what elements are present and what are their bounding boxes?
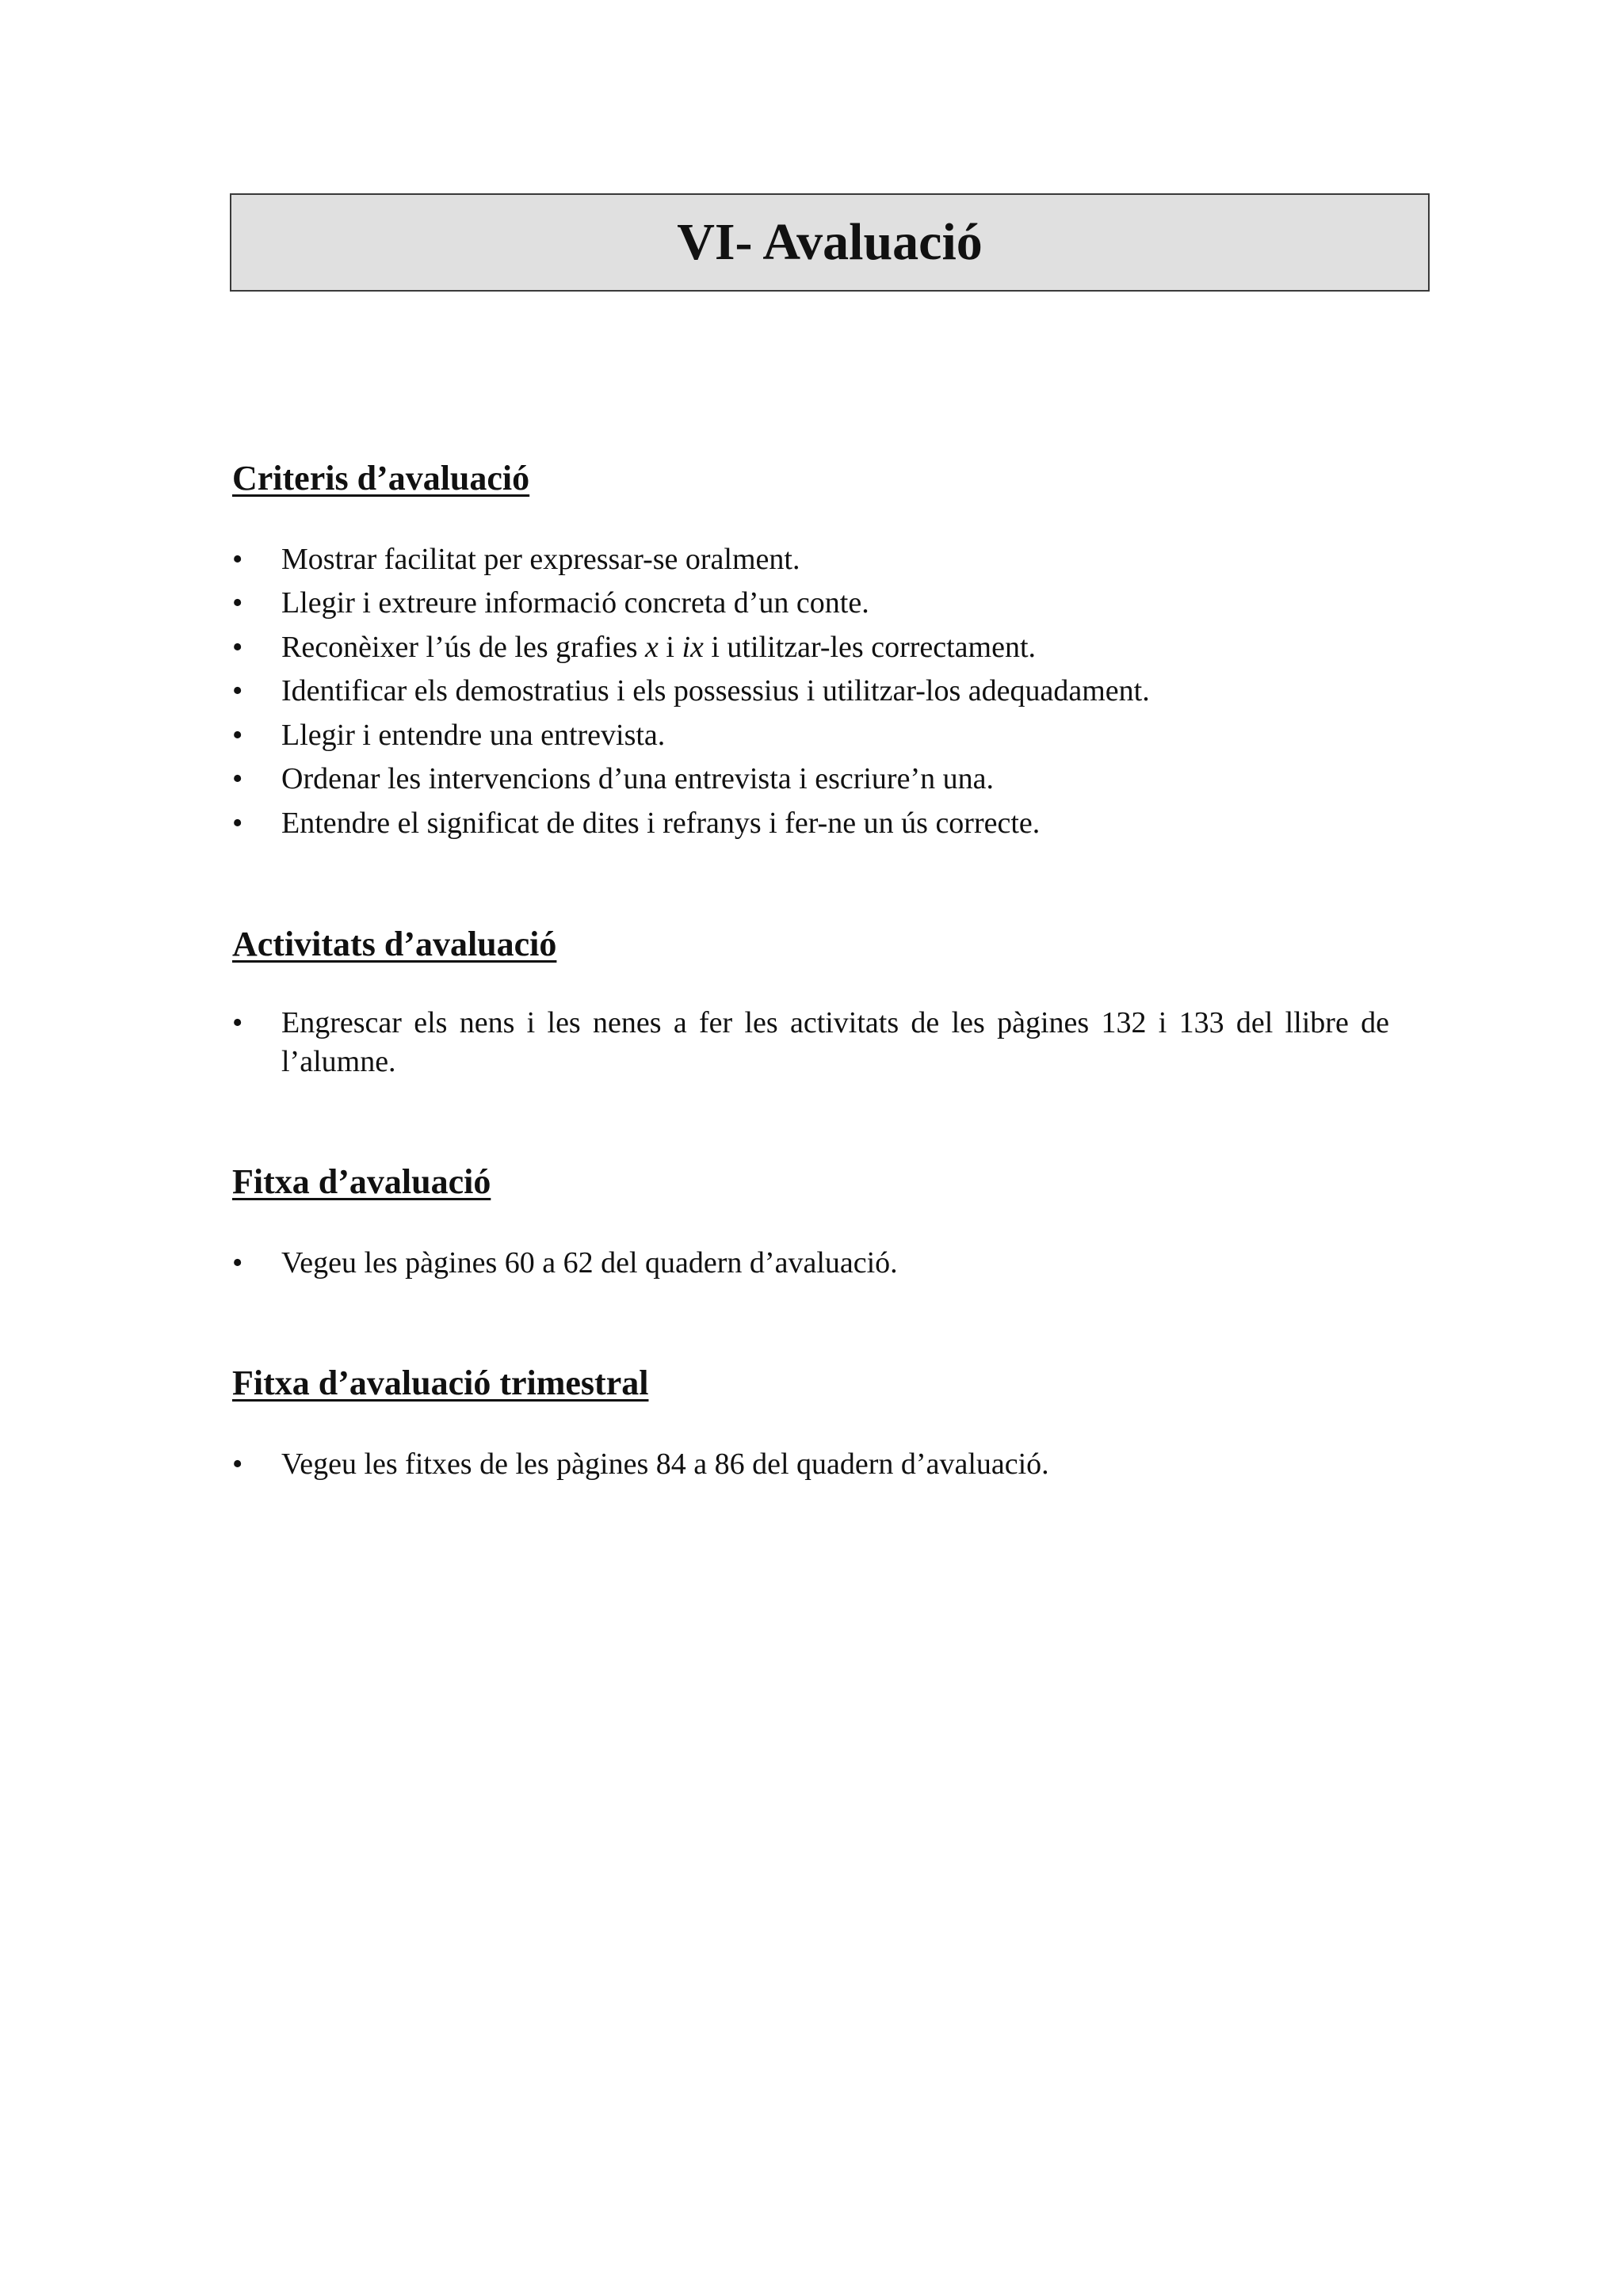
bullet-icon: • bbox=[232, 718, 243, 752]
section-activitats bbox=[232, 924, 1389, 1081]
bullet-icon: • bbox=[232, 1245, 243, 1280]
section-heading-trimestral: Fitxa d’avaluació trimestral bbox=[232, 1363, 649, 1402]
list-item-text-post: i utilitzar-les correctament. bbox=[703, 630, 1037, 664]
list-item bbox=[232, 669, 1389, 714]
section-heading-fitxa: Fitxa d’avaluació bbox=[232, 1162, 491, 1201]
bullet-icon: • bbox=[232, 674, 243, 708]
section-fitxa bbox=[232, 1161, 1389, 1285]
list-item bbox=[232, 757, 1389, 802]
bullet-icon: • bbox=[232, 586, 243, 620]
trimestral-list bbox=[232, 1443, 1389, 1487]
list-item-text: Mostrar facilitat per expressar-se oralment. bbox=[281, 542, 800, 576]
section-heading-activitats: Activitats d’avaluació bbox=[232, 925, 557, 963]
list-item bbox=[232, 802, 1389, 846]
list-item-text: Vegeu les fitxes de les pàgines 84 a 86 del quadern d’avaluació. bbox=[281, 1447, 1049, 1481]
list-item-text: Vegeu les pàgines 60 a 62 del quadern d’avaluació. bbox=[281, 1245, 898, 1280]
bullet-icon: • bbox=[232, 1447, 243, 1481]
list-item-italic-x: x bbox=[645, 630, 659, 664]
list-item bbox=[232, 626, 1389, 670]
list-item-text: Llegir i entendre una entrevista. bbox=[281, 718, 666, 752]
title-box bbox=[230, 193, 1430, 292]
list-item-italic-ix: ix bbox=[682, 630, 704, 664]
list-item bbox=[232, 1443, 1389, 1487]
bullet-icon: • bbox=[232, 542, 243, 576]
bullet-icon: • bbox=[232, 762, 243, 796]
section-trimestral bbox=[232, 1363, 1389, 1486]
activitats-list bbox=[232, 1004, 1389, 1081]
fitxa-list bbox=[232, 1241, 1389, 1286]
list-item bbox=[232, 714, 1389, 758]
list-item-text: Llegir i extreure informació concreta d’un conte. bbox=[281, 586, 869, 620]
list-item-text: Ordenar les intervencions d’una entrevista i escriure’n una. bbox=[281, 762, 994, 796]
page-title: VI- Avaluació bbox=[677, 213, 983, 271]
list-item-text: Entendre el significat de dites i refranys i fer-ne un ús correcte. bbox=[281, 806, 1041, 840]
bullet-icon: • bbox=[232, 806, 243, 840]
list-item bbox=[232, 1241, 1389, 1286]
criteris-list bbox=[232, 538, 1389, 846]
list-item-text-mid: i bbox=[658, 630, 682, 664]
list-item bbox=[232, 582, 1389, 626]
bullet-icon: • bbox=[232, 1005, 243, 1039]
list-item-text: Identificar els demostratius i els possessius i utilitzar-los adequadament. bbox=[281, 674, 1150, 708]
section-criteris bbox=[232, 458, 1389, 845]
list-item bbox=[232, 538, 1389, 582]
section-heading-criteris: Criteris d’avaluació bbox=[232, 459, 530, 498]
bullet-icon: • bbox=[232, 630, 243, 664]
list-item-text-pre: Reconèixer l’ús de les grafies bbox=[281, 630, 645, 664]
list-item-text: Engrescar els nens i les nenes a fer les activitats de les pàgines 132 i 133 del llibre de l’alumne. bbox=[281, 1005, 1389, 1078]
list-item bbox=[232, 1004, 1389, 1081]
